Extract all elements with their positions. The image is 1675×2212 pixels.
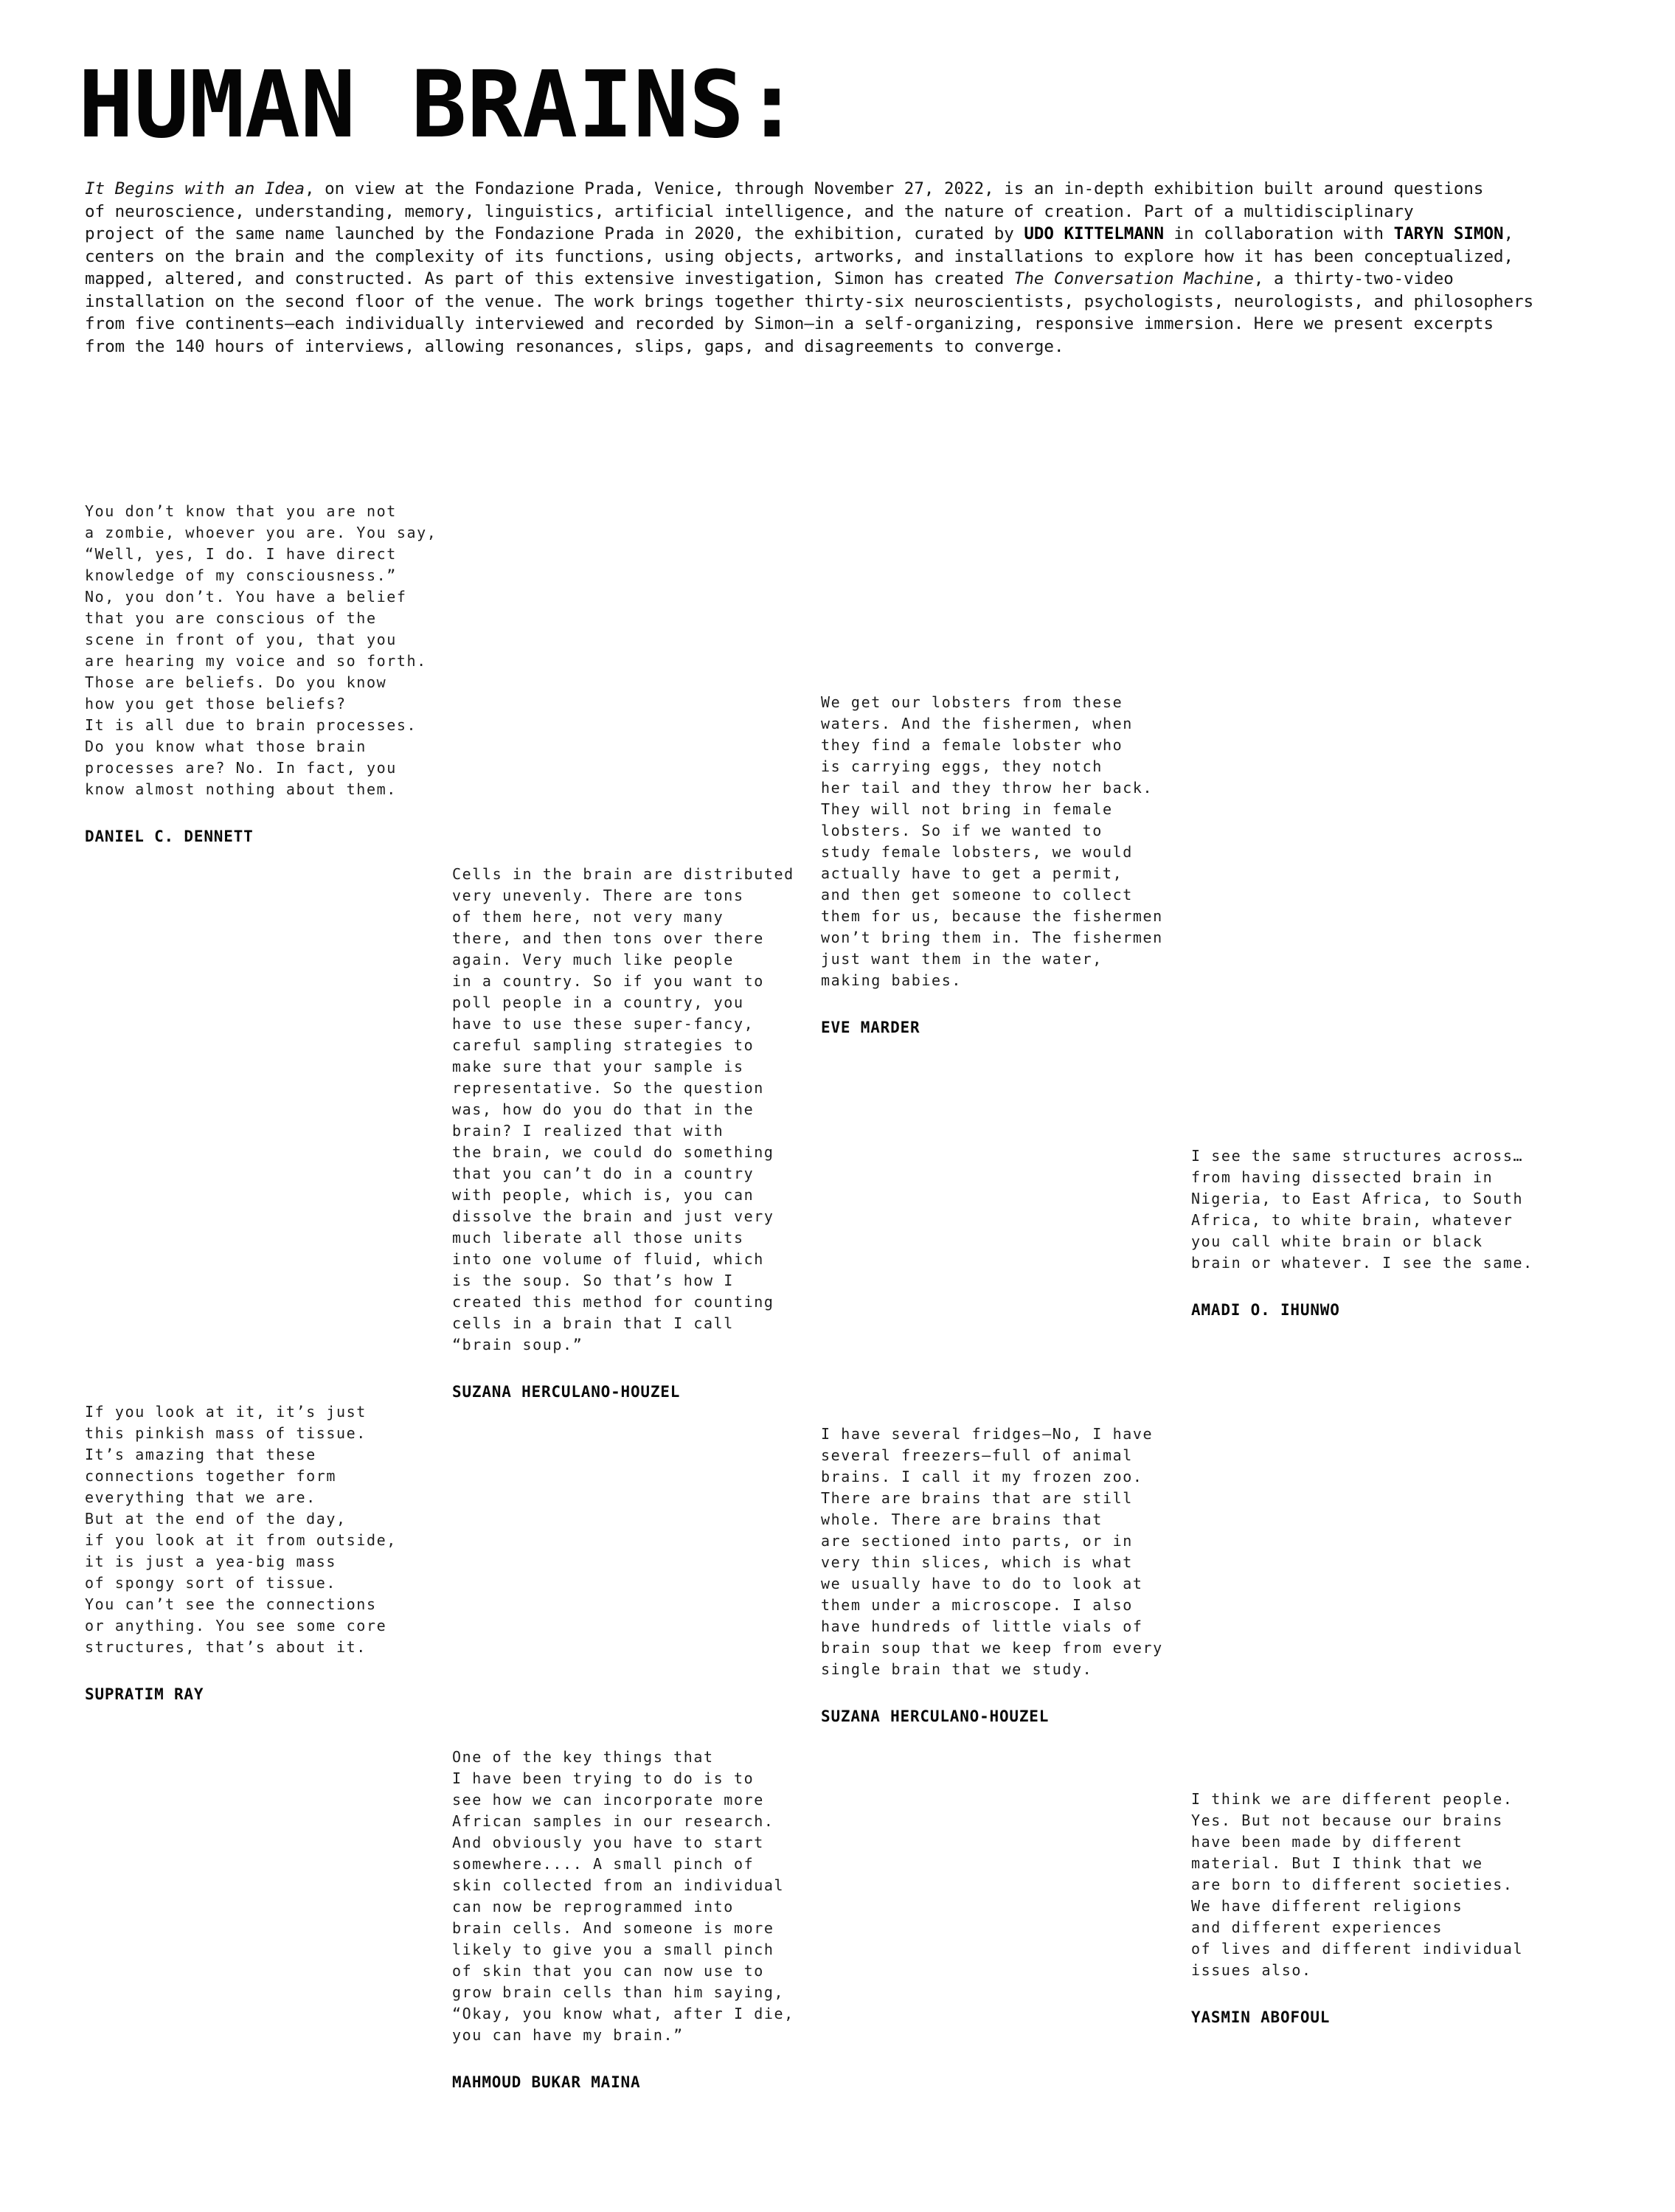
intro-segment: in collaboration with xyxy=(1164,224,1394,243)
quote-text: We get our lobsters from these waters. And the fishermen, when they find a female lobster who is carrying eggs, they notch her tail and they throw her back. They will not bring in female lobsters. So if we wanted to study female lobsters, we would actually have to get a permit, and then get someone to collect them for us, because the fishermen won’t bring them in. The fishermen just want them in the water, making babies. xyxy=(821,693,1163,989)
quote-attribution: YASMIN ABOFOUL xyxy=(1191,2008,1331,2026)
quote-text: I see the same structures across… from having dissected brain in Nigeria, to East Africa, to South Africa, to white brain, whatever you call white brain or black brain or whatever. I see the same. xyxy=(1191,1147,1533,1272)
quote-block-ihunwo xyxy=(1191,1145,1589,1321)
quote-block-abofoul xyxy=(1191,1789,1589,2028)
quote-text: I have several fridges—No, I have several freezers—full of animal brains. I call it my frozen zoo. There are brains that are still whole. There are brains that are sectioned into parts, or in very thin slices, which is what we usually have to do to look at them under a microscope. I also have hundreds of little vials of brain soup that we keep from every single brain that we study. xyxy=(821,1425,1163,1678)
page-title: HUMAN BRAINS: xyxy=(78,52,800,159)
quote-attribution: SUZANA HERCULANO-HOUZEL xyxy=(452,1383,681,1401)
intro-segment: , centers on the brain and the complexity of its functions, using objects, artworks, and installations to explore how it has been conceptualized, mapped, altered, and constructed. As part of this extensive investigation, Simon has created xyxy=(85,224,1514,288)
quote-text: You don’t know that you are not a zombie, whoever you are. You say, “Well, yes, I do. I have direct knowledge of my consciousness.” No, you don’t. You have a belief that you are conscious of the scene in front of you, that you are hearing my voice and so forth. Those are beliefs. Do you know how you get those beliefs? It is all due to brain processes. Do you know what those brain processes are? No. In fact, you know almost nothing about them. xyxy=(85,502,437,798)
quote-text: Cells in the brain are distributed very unevenly. There are tons of them here, not very many there, and then tons over there again. Very much like people in a country. So if you want to poll people in a country, you have to use these super-fancy, careful sampling strategies to make sure that your sample is representative. So the question was, how do you do that in the brain? I realized that with the brain, we could do something that you can’t do in a country with people, which is, you can dissolve the brain and just very much liberate all those units into one volume of fluid, which is the soup. So that’s how I created this method for counting cells in a brain that I call “brain soup.” xyxy=(452,865,794,1353)
intro-collaborator-name: TARYN SIMON xyxy=(1393,224,1504,243)
intro-work-title: The Conversation Machine xyxy=(1013,269,1254,288)
quote-attribution: AMADI O. IHUNWO xyxy=(1191,1301,1340,1319)
quote-block-dennett xyxy=(85,501,483,847)
intro-exhibition-title: It Begins with an Idea xyxy=(85,179,305,198)
quote-block-marder xyxy=(821,692,1219,1039)
quote-text: I think we are different people. Yes. But not because our brains have been made by different material. But I think that we are born to different societies. We have different religions and different experiences of lives and different individual issues also. xyxy=(1191,1790,1524,1979)
quote-text: If you look at it, it’s just this pinkish mass of tissue. It’s amazing that these connections together form everything that we are. But at the end of the day, if you look at it from outside, it is just a yea-big mass of spongy sort of tissue. You can’t see the connections or anything. You see some core structures, that’s about it. xyxy=(85,1403,397,1656)
quote-block-maina xyxy=(452,1747,850,2093)
quote-block-ray xyxy=(85,1401,483,1705)
quote-attribution: EVE MARDER xyxy=(821,1019,920,1036)
quote-block-herculano-houzel-1 xyxy=(452,864,850,1403)
quote-attribution: MAHMOUD BUKAR MAINA xyxy=(452,2073,641,2091)
intro-segment: , a thirty-two-video installation on the second floor of the venue. The work brings together thirty-six neuroscientists, psychologists, neurologists, and philosophers from five continents—each individually interviewed and recorded by Simon—in a self-organizing, responsive immersion. Here we present excerpts from the 140 hours of interviews, allowing resonances, slips, gaps, and disagreements to converge. xyxy=(85,269,1534,356)
intro-segment: , on view at the Fondazione Prada, Venice, through November 27, 2022, is an in-depth exhibition built around questions of neuroscience, understanding, memory, linguistics, artificial intelligence, and the nature of creation. Part of a multidisciplinary project of the same name launched by the Fondazione Prada in 2020, the exhibition, curated by xyxy=(85,179,1484,243)
quote-attribution: SUPRATIM RAY xyxy=(85,1685,204,1703)
intro-paragraph xyxy=(85,178,1619,358)
intro-curator-name: UDO KITTELMANN xyxy=(1024,224,1164,243)
quote-attribution: SUZANA HERCULANO-HOUZEL xyxy=(821,1707,1050,1725)
quote-attribution: DANIEL C. DENNETT xyxy=(85,828,254,845)
quote-text: One of the key things that I have been trying to do is to see how we can incorporate more African samples in our research. And obviously you have to start somewhere.... A small pinch of skin collected from an individual can now be reprogrammed into brain cells. And someone is more likely to give you a small pinch of skin that you can now use to grow brain cells than him saying, “Okay, you know what, after I die, you can have my brain.” xyxy=(452,1748,794,2044)
quote-block-herculano-houzel-2 xyxy=(821,1424,1219,1727)
